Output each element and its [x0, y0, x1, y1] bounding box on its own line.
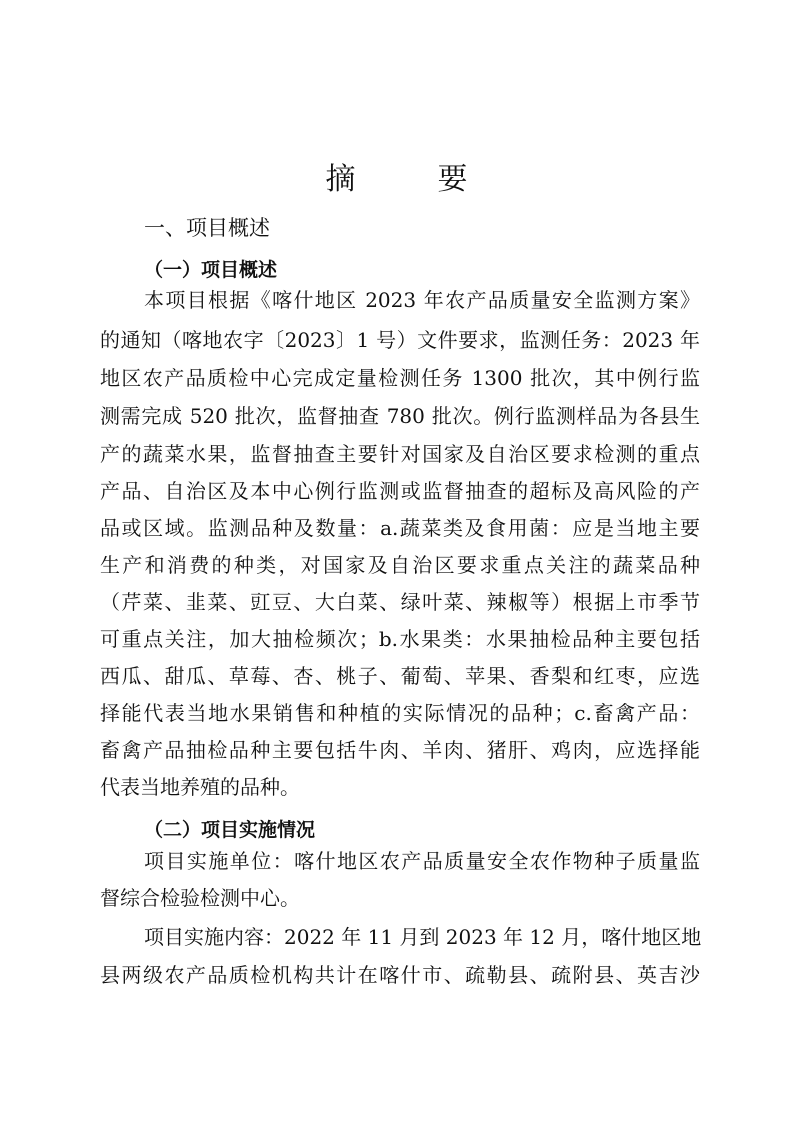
- paragraph-line: 品或区域。监测品种及数量：a.蔬菜类及食用菌：应是当地主要: [100, 516, 700, 540]
- paragraph-line: 择能代表当地水果销售和种植的实际情况的品种；c.畜禽产品：: [100, 701, 700, 725]
- paragraph-line: （芹菜、韭菜、豇豆、大白菜、绿叶菜、辣椒等）根据上市季节: [100, 590, 700, 614]
- paragraph-line: 西瓜、甜瓜、草莓、杏、桃子、葡萄、苹果、香梨和红枣，应选: [100, 664, 700, 688]
- paragraph-line: 项目实施内容：2022 年 11 月到 2023 年 12 月，喀什地区地: [144, 925, 702, 949]
- paragraph-line: 产品、自治区及本中心例行监测或监督抽查的超标及高风险的产: [100, 479, 700, 503]
- paragraph-line: 本项目根据《喀什地区 2023 年农产品质量安全监测方案》: [144, 288, 700, 312]
- paragraph-line: 的通知（喀地农字〔2023〕1 号）文件要求，监测任务：2023 年: [100, 328, 700, 352]
- paragraph-line: 代表当地养殖的品种。: [100, 775, 300, 799]
- paragraph-line: 地区农产品质检中心完成定量检测任务 1300 批次，其中例行监: [100, 366, 700, 390]
- subsection-heading-implementation: （二）项目实施情况: [144, 819, 316, 841]
- paragraph-line: 项目实施单位：喀什地区农产品质量安全农作物种子质量监: [144, 849, 700, 873]
- paragraph-line: 可重点关注，加大抽检频次；b.水果类：水果抽检品种主要包括: [100, 627, 700, 651]
- page-title: 摘 要: [325, 162, 494, 197]
- paragraph-line: 测需完成 520 批次，监督抽查 780 批次。例行监测样品为各县生: [100, 404, 700, 428]
- paragraph-line: 畜禽产品抽检品种主要包括牛肉、羊肉、猪肝、鸡肉，应选择能: [100, 738, 700, 762]
- paragraph-line: 县两级农产品质检机构共计在喀什市、疏勒县、疏附县、英吉沙: [100, 963, 700, 987]
- paragraph-line: 生产和消费的种类，对国家及自治区要求重点关注的蔬菜品种: [100, 553, 700, 577]
- paragraph-line: 督综合检验检测中心。: [100, 886, 300, 910]
- section-heading: 一、项目概述: [144, 216, 270, 240]
- paragraph-line: 产的蔬菜水果，监督抽查主要针对国家及自治区要求检测的重点: [100, 442, 700, 466]
- subsection-heading-overview: （一）项目概述: [144, 259, 278, 281]
